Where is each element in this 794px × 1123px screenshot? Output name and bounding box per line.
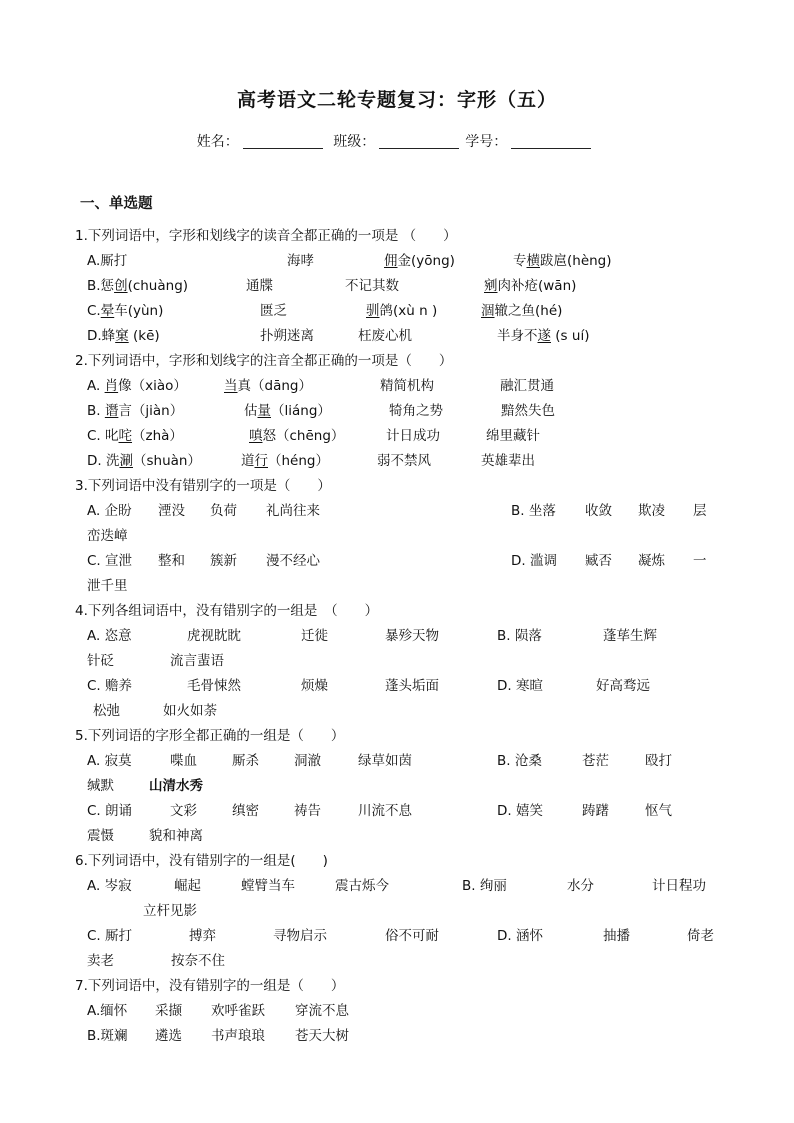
q6-d-word-3: 倚老 — [687, 928, 714, 944]
q5-b-word-2: 苍茫 — [582, 753, 609, 769]
question-3-stem: 3.下列词语中没有错别字的一项是（ ） — [75, 478, 331, 494]
q3-b-wrap: 峦迭嶂 — [87, 528, 128, 544]
class-label: 班级： — [333, 134, 376, 150]
name-blank[interactable] — [243, 134, 323, 149]
id-label: 学号： — [465, 134, 508, 150]
q2-option-c: C. 叱咤（zhà） — [87, 428, 183, 444]
q2-c-word-3: 计日成功 — [386, 428, 440, 444]
q3-a-word-3: 负荷 — [210, 503, 237, 519]
q1-c-word-3: 驯鸽(xù n ) — [366, 303, 438, 319]
q5-c-word-4: 祷告 — [294, 803, 321, 819]
question-2-stem: 2.下列词语中，字形和划线字的注音全都正确的一项是（ ） — [75, 353, 453, 369]
student-info-row — [0, 131, 794, 151]
question-7-stem: 7.下列词语中，没有错别字的一组是（ ） — [75, 978, 345, 994]
q4-c-word-4: 蓬头垢面 — [385, 678, 439, 694]
q6-option-c: C. 厮打 — [87, 928, 133, 944]
q6-option-d: D. 涵怀 — [497, 928, 543, 944]
q7-option-a: A.缅怀 — [87, 1003, 128, 1019]
q4-a-word-3: 迁徙 — [301, 628, 328, 644]
q3-c-word-4: 漫不经心 — [266, 553, 320, 569]
q5-a-word-5: 绿草如茵 — [358, 753, 412, 769]
q5-d-wrap-2: 貌和神离 — [149, 828, 203, 844]
q7-a-word-3: 欢呼雀跃 — [211, 1003, 265, 1019]
q7-a-word-4: 穿流不息 — [295, 1003, 349, 1019]
q3-option-b: B. 坐落 — [511, 503, 556, 519]
q5-d-word-3: 怄气 — [645, 803, 672, 819]
q6-option-b: B. 绚丽 — [462, 878, 507, 894]
q2-option-d: D. 洗涮（shuàn） — [87, 453, 201, 469]
q5-b-wrap: 缄默 — [87, 778, 114, 794]
q7-b-word-2: 遴选 — [155, 1028, 182, 1044]
q1-d-word-4: 半身不遂 (s uí) — [497, 328, 590, 344]
q3-option-a: A. 企盼 — [87, 503, 132, 519]
q2-a-word-3: 精简机构 — [380, 378, 434, 394]
q2-c-word-4: 绵里藏针 — [486, 428, 540, 444]
q1-a-word-4: 专横跋扈(hèng) — [513, 253, 612, 269]
q4-d-wrap-2: 如火如荼 — [163, 703, 217, 719]
q1-option-c: C.晕车(yùn) — [87, 303, 164, 319]
question-4-stem: 4.下列各组词语中，没有错别字的一组是 （ ） — [75, 603, 379, 619]
section-heading: 一、单选题 — [80, 196, 153, 212]
q3-d-wrap: 泄千里 — [87, 578, 128, 594]
q1-option-a: A.厮打 — [87, 253, 128, 269]
q1-c-word-4: 涸辙之鱼(hé) — [481, 303, 563, 319]
q4-option-a: A. 恣意 — [87, 628, 132, 644]
q3-a-word-2: 湮没 — [158, 503, 185, 519]
q2-option-b: B. 谮言（jiàn） — [87, 403, 184, 419]
q3-b-word-4: 层 — [693, 503, 707, 519]
q6-option-a: A. 岑寂 — [87, 878, 132, 894]
question-6-stem: 6.下列词语中，没有错别字的一组是( ) — [75, 853, 328, 869]
q2-b-word-2: 估量（liáng） — [244, 403, 331, 419]
q5-c-word-5: 川流不息 — [358, 803, 412, 819]
q3-option-c: C. 宣泄 — [87, 553, 133, 569]
q2-b-word-4: 黯然失色 — [501, 403, 555, 419]
q1-b-word-3: 不记其数 — [345, 278, 399, 294]
q1-option-b: B.惩创(chuàng) — [87, 278, 189, 294]
q5-c-word-2: 文彩 — [170, 803, 197, 819]
q4-b-wrap: 针砭 — [87, 653, 114, 669]
q6-d-wrap: 卖老 — [87, 953, 114, 969]
q7-option-b: B.斑斓 — [87, 1028, 128, 1044]
q1-d-word-3: 枉废心机 — [358, 328, 412, 344]
q2-d-word-2: 道行（héng） — [241, 453, 329, 469]
q6-c-word-3: 寻物启示 — [273, 928, 327, 944]
q6-c-word-4: 俗不可耐 — [385, 928, 439, 944]
q6-a-word-3: 螳臂当车 — [241, 878, 295, 894]
q1-b-word-4: 剜肉补疮(wān) — [484, 278, 577, 294]
q1-b-word-2: 通牒 — [246, 278, 273, 294]
q3-b-word-3: 欺凌 — [638, 503, 665, 519]
q7-b-word-3: 书声琅琅 — [211, 1028, 265, 1044]
q5-d-word-2: 踌躇 — [582, 803, 609, 819]
q2-d-word-4: 英雄辈出 — [481, 453, 535, 469]
q4-b-wrap-2: 流言蜚语 — [170, 653, 224, 669]
q7-a-word-2: 采撷 — [155, 1003, 182, 1019]
q1-c-word-2: 匮乏 — [260, 303, 287, 319]
q4-a-word-2: 虎视眈眈 — [187, 628, 241, 644]
q2-a-word-4: 融汇贯通 — [500, 378, 554, 394]
q2-d-word-3: 弱不禁风 — [377, 453, 431, 469]
q5-a-word-3: 厮杀 — [232, 753, 259, 769]
q6-d-word-2: 抽播 — [603, 928, 630, 944]
question-1-stem: 1.下列词语中，字形和划线字的读音全都正确的一项是 （ ） — [75, 228, 457, 244]
q5-option-c: C. 朗诵 — [87, 803, 133, 819]
q3-c-word-3: 簇新 — [210, 553, 237, 569]
q2-option-a: A. 肖像（xiào） — [87, 378, 187, 394]
q3-d-word-2: 臧否 — [585, 553, 612, 569]
q4-option-b: B. 陨落 — [497, 628, 542, 644]
q4-c-word-2: 毛骨悚然 — [187, 678, 241, 694]
q3-option-d: D. 滥调 — [511, 553, 557, 569]
q5-option-a: A. 寂莫 — [87, 753, 132, 769]
q6-a-word-2: 崛起 — [174, 878, 201, 894]
q1-a-word-2: 海哮 — [287, 253, 314, 269]
q4-d-word-2: 好高骛远 — [596, 678, 650, 694]
class-blank[interactable] — [379, 134, 459, 149]
question-5-stem: 5.下列词语的字形全都正确的一组是（ ） — [75, 728, 345, 744]
q5-b-wrap-2: 山清水秀 — [149, 778, 203, 794]
q2-c-word-2: 嗔怒（chēng） — [249, 428, 345, 444]
name-label: 姓名： — [196, 134, 239, 150]
q2-b-word-3: 犄角之势 — [389, 403, 443, 419]
q7-b-word-4: 苍天大树 — [295, 1028, 349, 1044]
q1-option-d: D.蜂窠 (kē) — [87, 328, 160, 344]
q4-option-d: D. 寒暄 — [497, 678, 543, 694]
q3-c-word-2: 整和 — [158, 553, 185, 569]
id-blank[interactable] — [511, 134, 591, 149]
q6-d-wrap-2: 按奈不住 — [171, 953, 225, 969]
q5-d-wrap: 震慑 — [87, 828, 114, 844]
q5-option-d: D. 嬉笑 — [497, 803, 543, 819]
q3-d-word-3: 凝炼 — [638, 553, 665, 569]
q3-a-word-4: 礼尚往来 — [266, 503, 320, 519]
q3-b-word-2: 收敛 — [585, 503, 612, 519]
q4-c-word-3: 烦燥 — [301, 678, 328, 694]
q2-a-word-2: 当真（dāng） — [224, 378, 312, 394]
q6-a-word-4: 震古烁今 — [335, 878, 389, 894]
q4-d-wrap: 松弛 — [93, 703, 120, 719]
q4-a-word-4: 暴殄天物 — [385, 628, 439, 644]
q5-a-word-4: 洞澈 — [294, 753, 321, 769]
q4-b-word-2: 蓬荜生辉 — [603, 628, 657, 644]
q5-b-word-3: 殴打 — [645, 753, 672, 769]
q1-a-word-3: 佣金(yōng) — [384, 253, 455, 269]
q3-d-word-4: 一 — [693, 553, 707, 569]
q1-d-word-2: 扑朔迷离 — [260, 328, 314, 344]
q4-option-c: C. 赡养 — [87, 678, 133, 694]
q6-c-word-2: 搏弈 — [189, 928, 216, 944]
q6-b-word-2: 水分 — [567, 878, 594, 894]
q5-a-word-2: 喋血 — [170, 753, 197, 769]
q6-b-word-3: 计日程功 — [652, 878, 706, 894]
q6-b-wrap: 立杆见影 — [143, 903, 197, 919]
q5-option-b: B. 沧桑 — [497, 753, 542, 769]
q5-c-word-3: 缜密 — [232, 803, 259, 819]
page-title: 高考语文二轮专题复习：字形（五） — [236, 89, 557, 111]
